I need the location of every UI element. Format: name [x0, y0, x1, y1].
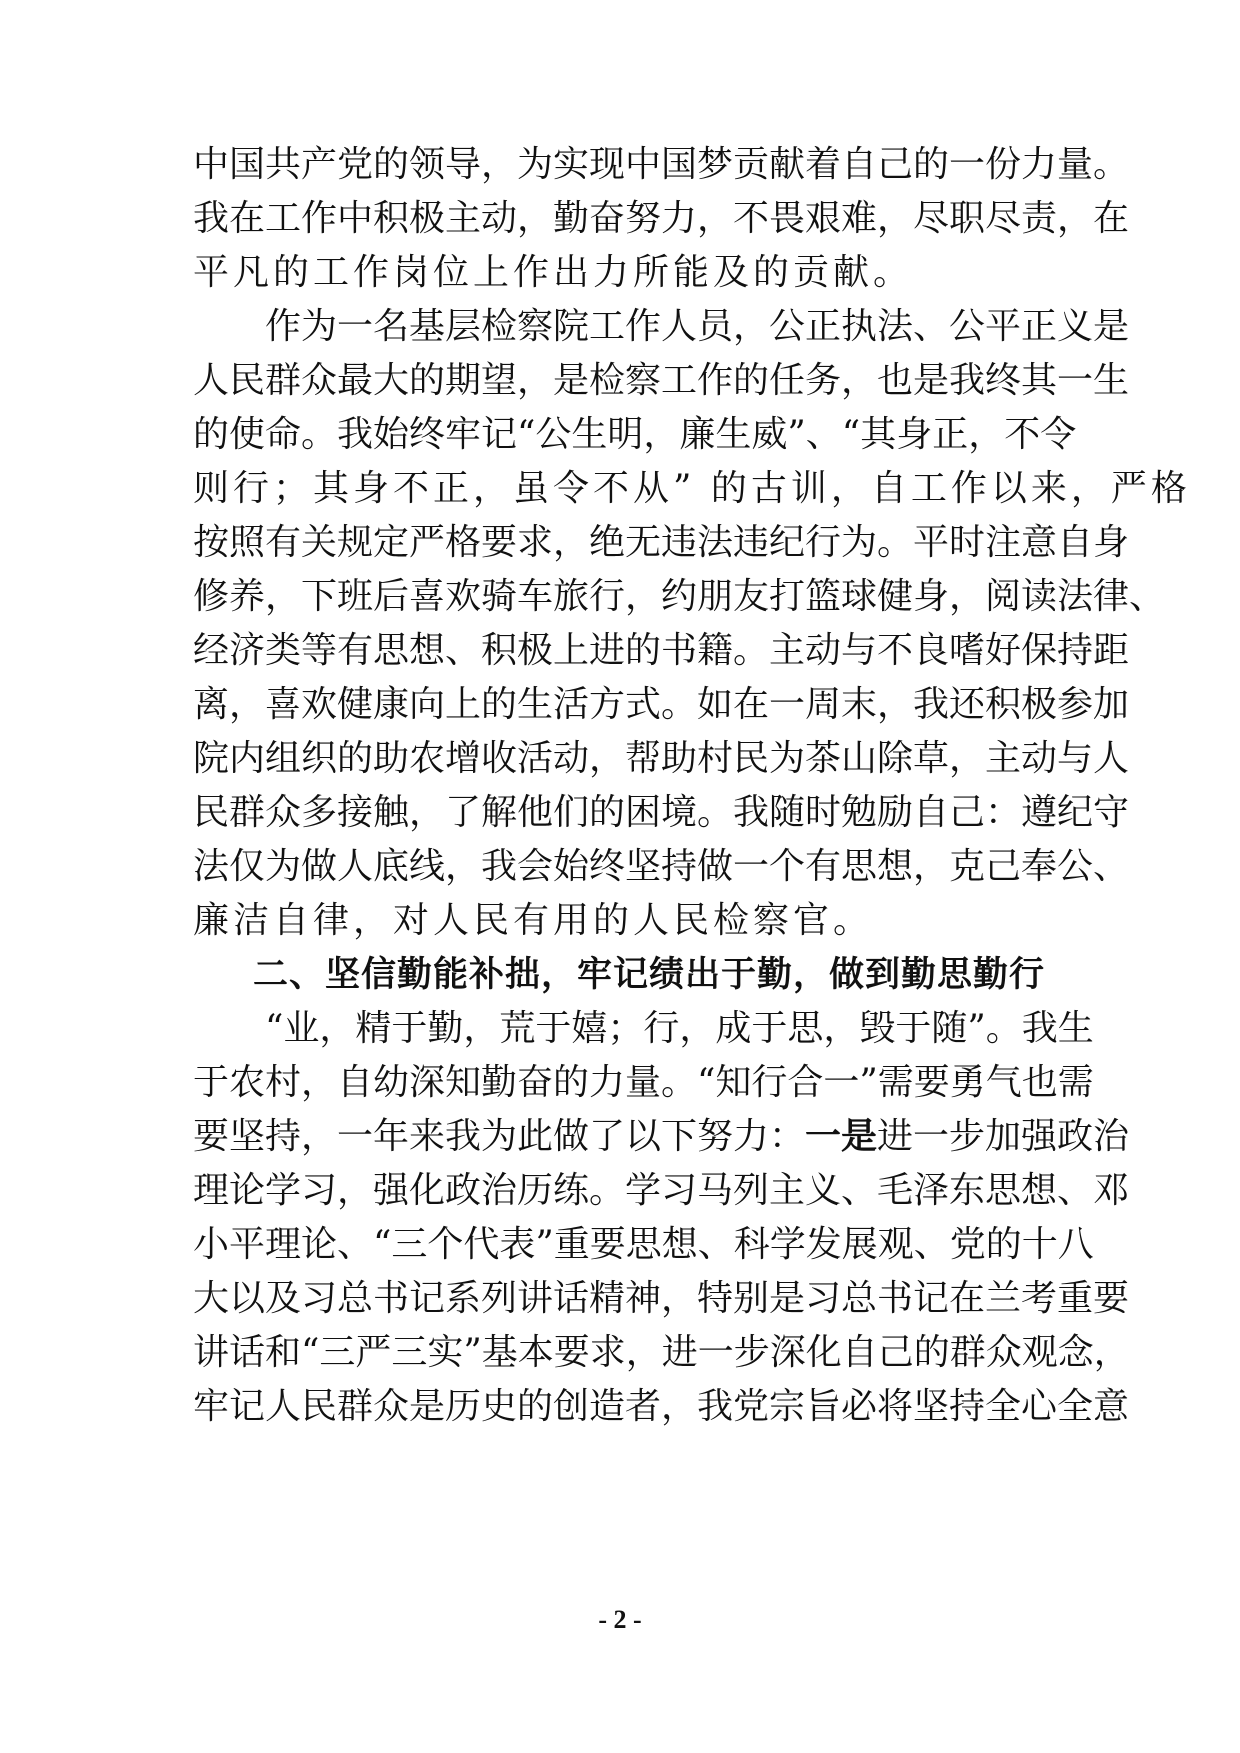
body-line: 于农村，自幼深知勤奋的力量。“知行合一”需要勇气也需: [193, 1062, 1094, 1103]
body-line: [193, 1107, 1130, 1167]
body-line: 大以及习总书记系列讲话精神，特别是习总书记在兰考重要: [193, 1278, 1130, 1319]
body-line: 经济类等有思想、积极上进的书籍。主动与不良嗜好保持距: [193, 630, 1130, 671]
body-line: 修养，下班后喜欢骑车旅行，约朋友打篮球健身，阅读法律、: [193, 576, 1166, 617]
body-text: 进一步加强政治: [877, 1116, 1130, 1157]
page-number: - 2 -: [598, 1605, 642, 1634]
body-line: 中国共产党的领导，为实现中国梦贡献着自己的一份力量。: [193, 144, 1130, 185]
section-heading: 二、坚信勤能补拙，牢记绩出于勤，做到勤思勤行: [253, 955, 1046, 995]
bold-lead: 一是: [805, 1116, 878, 1157]
body-line: 人民群众最大的期望，是检察工作的任务，也是我终其一生: [193, 360, 1130, 401]
body-line: 作为一名基层检察院工作人员，公正执法、公平正义是: [265, 306, 1130, 347]
body-line: 院内组织的助农增收活动，帮助村民为茶山除草，主动与人: [193, 738, 1130, 779]
body-line: “业，精于勤，荒于嬉；行，成于思，毁于随”。我生: [265, 1008, 1094, 1049]
body-line: 讲话和“三严三实”基本要求，进一步深化自己的群众观念，: [193, 1332, 1130, 1373]
body-line: 我在工作中积极主动，勤奋努力，不畏艰难，尽职尽责，在: [193, 198, 1130, 239]
body-line: 牢记人民群众是历史的创造者，我党宗旨必将坚持全心全意: [193, 1386, 1130, 1427]
body-line: 平凡的工作岗位上作出力所能及的贡献。: [193, 252, 914, 293]
body-line: 按照有关规定严格要求，绝无违法违纪行为。平时注意自身: [193, 522, 1130, 563]
body-text: 要坚持，一年来我为此做了以下努力：: [193, 1116, 806, 1157]
body-line: 的使命。我始终牢记“公生明，廉生威”、“其身正，不令: [193, 414, 1077, 455]
body-line: 小平理论、“三个代表”重要思想、科学发展观、党的十八: [193, 1224, 1094, 1265]
body-line: 廉洁自律，对人民有用的人民检察官。: [193, 900, 874, 941]
body-line: 离，喜欢健康向上的生活方式。如在一周末，我还积极参加: [193, 684, 1130, 725]
body-line: 民群众多接触，了解他们的困境。我随时勉励自己：遵纪守: [193, 792, 1130, 833]
body-line: 理论学习，强化政治历练。学习马列主义、毛泽东思想、邓: [193, 1170, 1130, 1211]
body-line: 则行；其身不正，虽令不从” 的古训，自工作以来，严格: [193, 468, 1191, 509]
body-line: 法仅为做人底线，我会始终坚持做一个有思想，克己奉公、: [193, 846, 1130, 887]
